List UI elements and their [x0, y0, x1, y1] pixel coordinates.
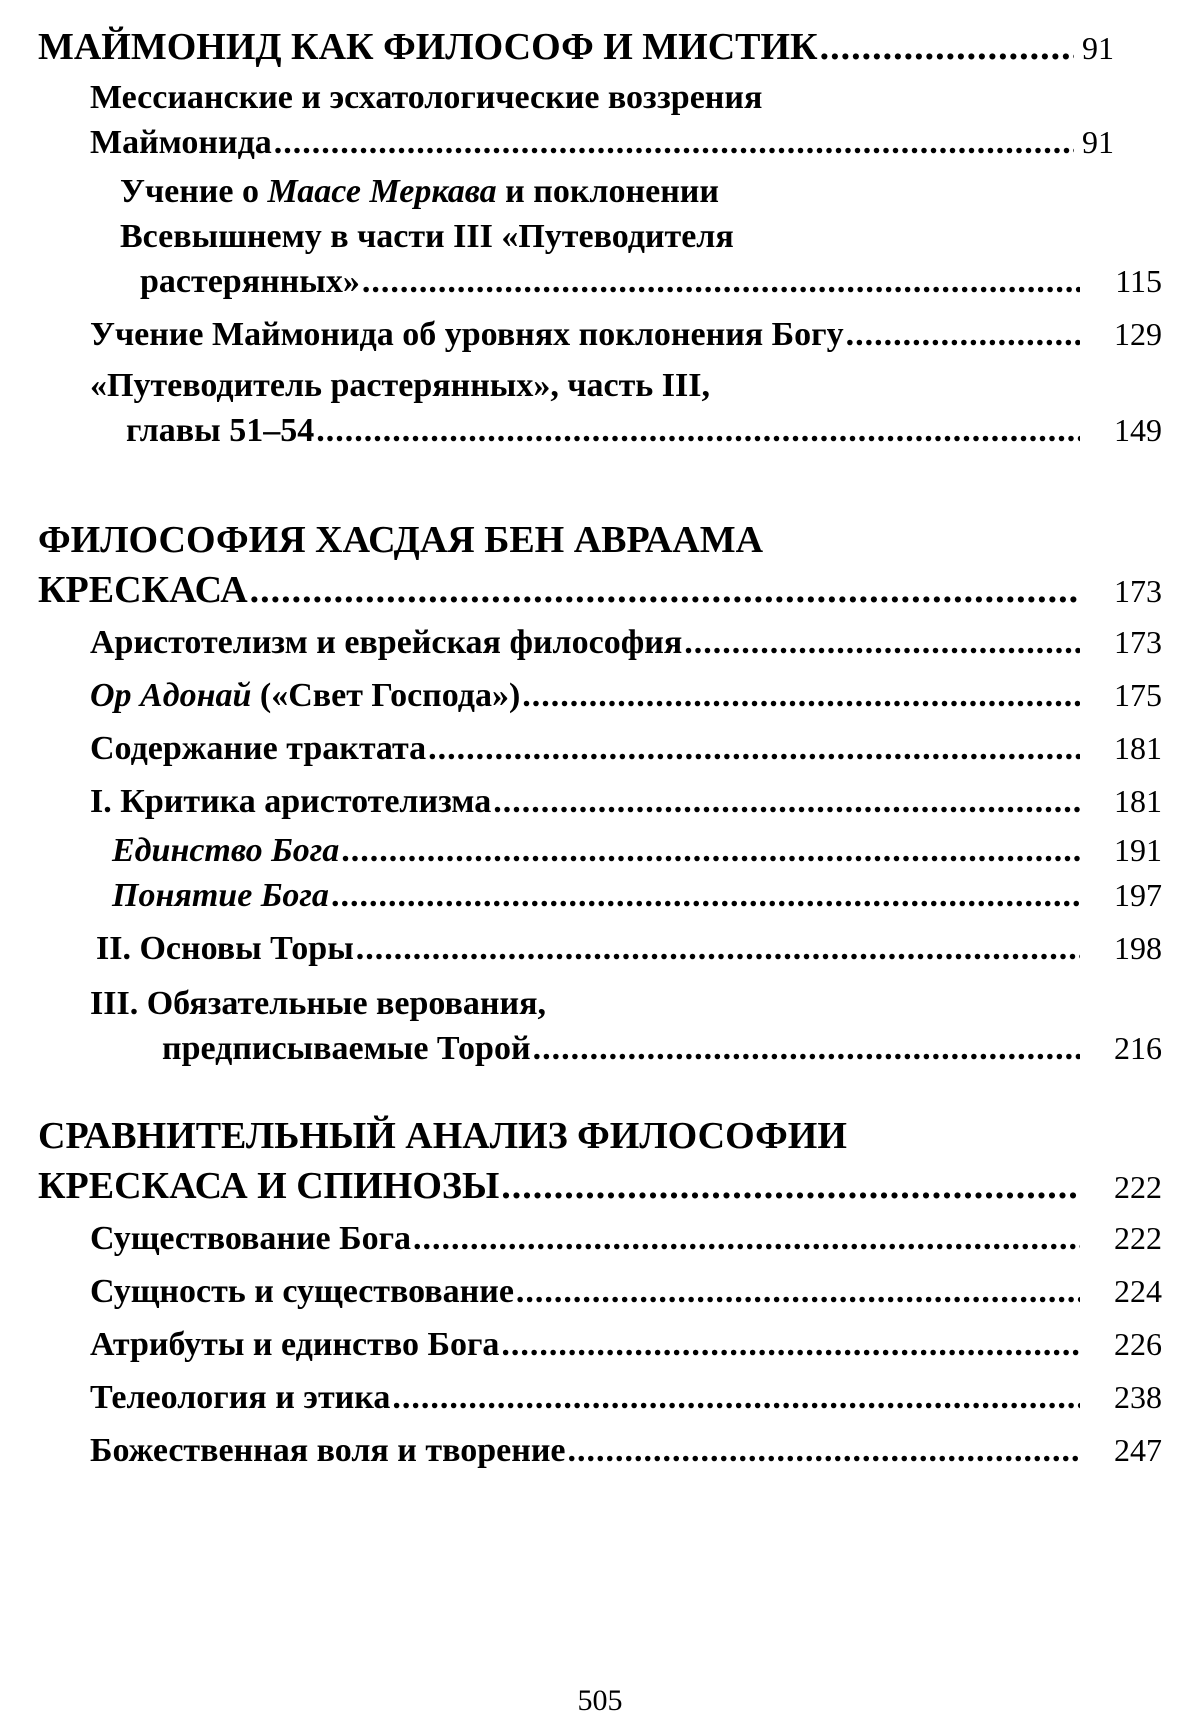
toc-item-title: Существование Бога: [90, 1220, 412, 1257]
leader-dots: [501, 1322, 1080, 1367]
toc-item-teleology: [90, 1375, 1162, 1420]
toc-item-attributes: [90, 1322, 1162, 1367]
leader-dots: [250, 565, 1080, 615]
leader-dots: [331, 873, 1080, 918]
toc-page-number: 115: [1115, 263, 1162, 299]
toc-section-title: СРАВНИТЕЛЬНЫЙ АНАЛИЗ ФИЛОСОФИИ: [38, 1115, 847, 1157]
leader-dots: [341, 828, 1080, 873]
leader-dots: [428, 726, 1080, 771]
leader-dots: [316, 408, 1080, 453]
toc-item-or-adonai: [90, 673, 1162, 718]
toc-item-title: «Путеводитель растерянных», часть III,: [90, 367, 710, 404]
toc-page-number: 173: [1114, 573, 1162, 609]
toc-item-title-cont: предписываемые Торой: [162, 1030, 531, 1067]
leader-dots: [274, 120, 1074, 165]
toc-page-number: 222: [1114, 1169, 1162, 1205]
toc-item-title: Содержание трактата: [90, 730, 427, 767]
leader-dots: [501, 1161, 1080, 1211]
toc-page-number: 238: [1114, 1379, 1162, 1415]
toc-item-maase-merkava: [38, 169, 1162, 304]
toc-item-title: Атрибуты и единство Бога: [90, 1326, 500, 1363]
toc-section-title-cont: КРЕСКАСА: [38, 569, 248, 611]
toc-item-title: Аристотелизм и еврейская философия: [90, 624, 683, 661]
leader-dots: [568, 1428, 1080, 1473]
toc-item-title: Понятие Бога: [112, 877, 329, 914]
toc-section-title-cont: КРЕСКАСА И СПИНОЗЫ: [38, 1165, 500, 1207]
toc-item-unity-of-god: [112, 828, 1162, 873]
toc-item-title-cont: Всевышнему в части III «Путеводителя: [120, 218, 734, 255]
toc-section-comparative: [38, 1111, 1162, 1212]
toc-page-number: 181: [1114, 730, 1162, 766]
toc-section-crescas: [38, 515, 1162, 616]
toc-item-title-cont: главы 51–54: [126, 412, 315, 449]
toc-page-number: 173: [1114, 624, 1162, 660]
toc-item-title: Единство Бога: [112, 832, 340, 869]
toc-item-existence-of-god: [90, 1216, 1162, 1261]
toc-item-foundations-of-torah: [96, 926, 1162, 971]
toc-item-messianic: [90, 75, 1162, 165]
toc-item-title: Учение Маймонида об уровнях поклонения Богу: [90, 316, 844, 353]
toc-page-number: 197: [1114, 877, 1162, 913]
leader-dots: [684, 620, 1080, 665]
toc-item-divine-will: [90, 1428, 1162, 1473]
toc-page-number: 222: [1114, 1220, 1162, 1256]
toc-item-title: Сущность и существование: [90, 1273, 514, 1310]
toc-page-number: 247: [1114, 1432, 1162, 1468]
toc-item-title-cont: Маймонида: [90, 124, 272, 161]
toc-item-title: III. Обязательные верования,: [90, 985, 546, 1022]
toc-item-concept-of-god: [112, 873, 1162, 918]
toc-item-levels-of-worship: [90, 312, 1162, 357]
toc-item-title: Божественная воля и творение: [90, 1432, 566, 1469]
toc-section-title: МАЙМОНИД КАК ФИЛОСОФ И МИСТИК: [38, 26, 818, 68]
leader-dots: [392, 1375, 1080, 1420]
toc-item-aristotelianism: [90, 620, 1162, 665]
page-folio-number: 505: [577, 1684, 623, 1717]
toc-item-title: Мессианские и эсхатологические воззрения: [90, 79, 763, 116]
leader-dots: [533, 1026, 1080, 1071]
leader-dots: [820, 22, 1074, 72]
toc-item-title: I. Критика аристотелизма: [90, 783, 492, 820]
table-of-contents: [38, 22, 1162, 1473]
toc-section-title: ФИЛОСОФИЯ ХАСДАЯ БЕН АВРААМА: [38, 519, 764, 561]
toc-item-critique: [90, 779, 1162, 824]
toc-page-number: 216: [1114, 1030, 1162, 1066]
toc-item-title: Телеология и этика: [90, 1379, 391, 1416]
toc-page-number: 91: [1082, 30, 1114, 66]
toc-page-number: 198: [1114, 930, 1162, 966]
toc-page-number: 226: [1114, 1326, 1162, 1362]
leader-dots: [493, 779, 1080, 824]
toc-page-number: 181: [1114, 783, 1162, 819]
toc-item-title: Ор Адонай («Свет Господа»): [90, 677, 521, 714]
leader-dots: [846, 312, 1080, 357]
toc-item-title-cont: растерянных»: [140, 263, 360, 300]
toc-page-number: 149: [1114, 412, 1162, 448]
toc-item-title: II. Основы Торы: [96, 930, 354, 967]
toc-item-title: Учение о Маасе Меркава и поклонении: [120, 173, 719, 210]
toc-page-number: 191: [1114, 832, 1162, 868]
toc-item-guide-chapters: [90, 363, 1162, 453]
toc-item-essence-and-existence: [90, 1269, 1162, 1314]
toc-item-contents: [90, 726, 1162, 771]
toc-page-number: 224: [1114, 1273, 1162, 1309]
toc-page-number: 175: [1114, 677, 1162, 713]
toc-section-maimonides: [38, 22, 1162, 73]
leader-dots: [516, 1269, 1080, 1314]
toc-item-mandatory-beliefs: [90, 981, 1162, 1071]
toc-page-number: 91: [1082, 124, 1114, 160]
leader-dots: [413, 1216, 1080, 1261]
leader-dots: [362, 259, 1080, 304]
leader-dots: [356, 926, 1080, 971]
leader-dots: [522, 673, 1080, 718]
toc-page-number: 129: [1114, 316, 1162, 352]
